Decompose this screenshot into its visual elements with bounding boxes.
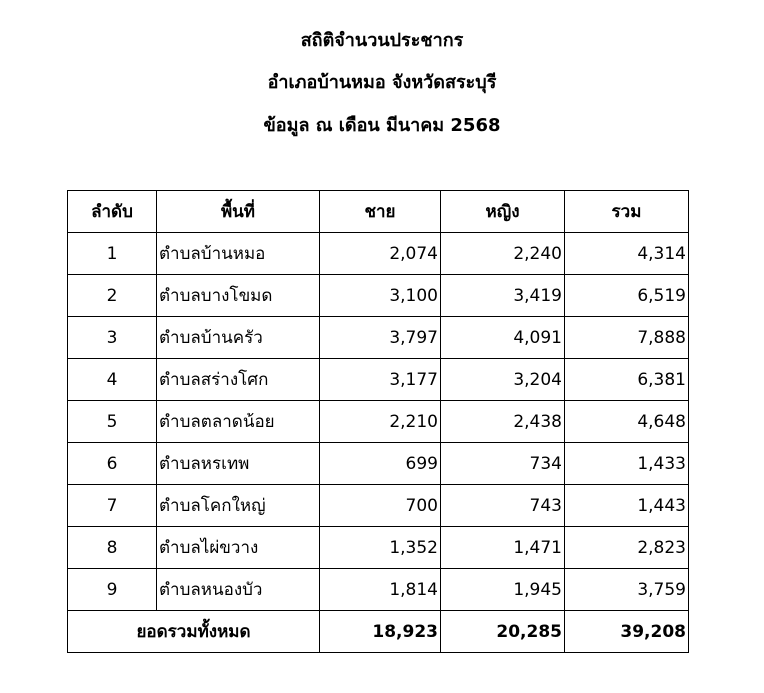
cell-female: 2,240 <box>441 233 565 275</box>
title-line-3: ข้อมูล ณ เดือน มีนาคม 2568 <box>263 115 501 136</box>
cell-male: 3,177 <box>320 359 441 401</box>
cell-total: 2,823 <box>565 527 689 569</box>
population-table <box>67 190 689 653</box>
cell-no: 1 <box>68 233 157 275</box>
cell-female: 2,438 <box>441 401 565 443</box>
cell-total: 4,648 <box>565 401 689 443</box>
summary-total: 39,208 <box>565 611 689 653</box>
cell-no: 8 <box>68 527 157 569</box>
cell-female: 1,471 <box>441 527 565 569</box>
cell-male: 3,797 <box>320 317 441 359</box>
summary-female: 20,285 <box>441 611 565 653</box>
cell-no: 7 <box>68 485 157 527</box>
cell-female: 3,419 <box>441 275 565 317</box>
table-row <box>68 401 689 443</box>
cell-no: 5 <box>68 401 157 443</box>
cell-no: 6 <box>68 443 157 485</box>
table-row <box>68 317 689 359</box>
cell-male: 3,100 <box>320 275 441 317</box>
cell-male: 2,074 <box>320 233 441 275</box>
cell-total: 6,381 <box>565 359 689 401</box>
cell-male: 2,210 <box>320 401 441 443</box>
cell-male: 699 <box>320 443 441 485</box>
cell-total: 1,443 <box>565 485 689 527</box>
cell-female: 3,204 <box>441 359 565 401</box>
cell-male: 1,814 <box>320 569 441 611</box>
cell-no: 2 <box>68 275 157 317</box>
column-header-area: พื้นที่ <box>157 191 320 233</box>
cell-area: ตำบลบ้านหมอ <box>157 233 320 275</box>
cell-male: 1,352 <box>320 527 441 569</box>
cell-female: 1,945 <box>441 569 565 611</box>
cell-no: 4 <box>68 359 157 401</box>
cell-total: 6,519 <box>565 275 689 317</box>
cell-total: 7,888 <box>565 317 689 359</box>
column-header-no: ลำดับ <box>68 191 157 233</box>
cell-area: ตำบลสร่างโศก <box>157 359 320 401</box>
column-header-male: ชาย <box>320 191 441 233</box>
title-line-2: อำเภอบ้านหมอ จังหวัดสระบุรี <box>267 72 497 93</box>
summary-male: 18,923 <box>320 611 441 653</box>
table-summary-row <box>68 611 689 653</box>
cell-female: 4,091 <box>441 317 565 359</box>
cell-no: 9 <box>68 569 157 611</box>
table-row <box>68 569 689 611</box>
cell-area: ตำบลบ้านครัว <box>157 317 320 359</box>
cell-area: ตำบลตลาดน้อย <box>157 401 320 443</box>
column-header-total: รวม <box>565 191 689 233</box>
table-row <box>68 443 689 485</box>
table-row <box>68 359 689 401</box>
column-header-female: หญิง <box>441 191 565 233</box>
table-row <box>68 485 689 527</box>
table-header-row <box>68 191 689 233</box>
table-row <box>68 233 689 275</box>
cell-area: ตำบลไผ่ขวาง <box>157 527 320 569</box>
summary-label: ยอดรวมทั้งหมด <box>68 611 320 653</box>
cell-area: ตำบลโคกใหญ่ <box>157 485 320 527</box>
cell-total: 4,314 <box>565 233 689 275</box>
cell-female: 734 <box>441 443 565 485</box>
table-row <box>68 275 689 317</box>
title-line-1: สถิติจำนวนประชากร <box>300 30 464 51</box>
cell-female: 743 <box>441 485 565 527</box>
cell-area: ตำบลบางโขมด <box>157 275 320 317</box>
table-row <box>68 527 689 569</box>
cell-total: 3,759 <box>565 569 689 611</box>
cell-no: 3 <box>68 317 157 359</box>
cell-area: ตำบลหนองบัว <box>157 569 320 611</box>
cell-total: 1,433 <box>565 443 689 485</box>
cell-area: ตำบลหรเทพ <box>157 443 320 485</box>
cell-male: 700 <box>320 485 441 527</box>
